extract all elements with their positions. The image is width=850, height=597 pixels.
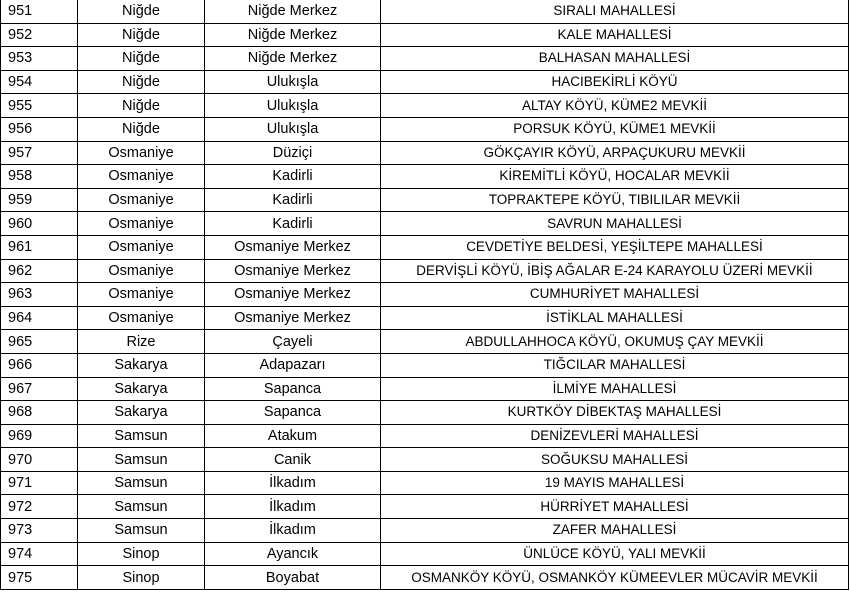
- row-number-cell: 962: [1, 259, 78, 283]
- table-row: [1, 330, 849, 354]
- location-cell: İLMİYE MAHALLESİ: [381, 377, 849, 401]
- district-cell: İlkadım: [205, 519, 381, 543]
- row-number-cell: 966: [1, 353, 78, 377]
- province-cell: Samsun: [78, 424, 205, 448]
- province-cell: Osmaniye: [78, 235, 205, 259]
- province-cell: Niğde: [78, 23, 205, 47]
- table-row: [1, 141, 849, 165]
- location-cell: KALE MAHALLESİ: [381, 23, 849, 47]
- table-row: [1, 235, 849, 259]
- district-cell: Boyabat: [205, 566, 381, 590]
- table-body: [1, 0, 849, 589]
- table-row: [1, 566, 849, 590]
- table-row: [1, 542, 849, 566]
- district-cell: Sapanca: [205, 401, 381, 425]
- location-cell: SOĞUKSU MAHALLESİ: [381, 448, 849, 472]
- district-cell: Osmaniye Merkez: [205, 259, 381, 283]
- row-number-cell: 963: [1, 283, 78, 307]
- row-number-cell: 972: [1, 495, 78, 519]
- row-number-cell: 951: [1, 0, 78, 23]
- province-cell: Osmaniye: [78, 212, 205, 236]
- location-cell: HACIBEKİRLİ KÖYÜ: [381, 70, 849, 94]
- table-row: [1, 519, 849, 543]
- district-cell: Canik: [205, 448, 381, 472]
- province-cell: Sakarya: [78, 353, 205, 377]
- row-number-cell: 956: [1, 117, 78, 141]
- location-cell: OSMANKÖY KÖYÜ, OSMANKÖY KÜMEEVLER MÜCAVİR MEVKİİ: [381, 566, 849, 590]
- location-cell: HÜRRİYET MAHALLESİ: [381, 495, 849, 519]
- row-number-cell: 960: [1, 212, 78, 236]
- row-number-cell: 971: [1, 471, 78, 495]
- row-number-cell: 958: [1, 165, 78, 189]
- table-row: [1, 0, 849, 23]
- district-cell: Çayeli: [205, 330, 381, 354]
- location-cell: CUMHURİYET MAHALLESİ: [381, 283, 849, 307]
- province-cell: Samsun: [78, 448, 205, 472]
- table-row: [1, 306, 849, 330]
- location-cell: KİREMİTLİ KÖYÜ, HOCALAR MEVKİİ: [381, 165, 849, 189]
- table-row: [1, 401, 849, 425]
- row-number-cell: 953: [1, 47, 78, 71]
- location-cell: TIĞCILAR MAHALLESİ: [381, 353, 849, 377]
- province-cell: Samsun: [78, 471, 205, 495]
- province-cell: Niğde: [78, 117, 205, 141]
- district-cell: Düziçi: [205, 141, 381, 165]
- row-number-cell: 974: [1, 542, 78, 566]
- province-cell: Samsun: [78, 519, 205, 543]
- district-cell: Osmaniye Merkez: [205, 235, 381, 259]
- table-row: [1, 283, 849, 307]
- district-cell: Sapanca: [205, 377, 381, 401]
- row-number-cell: 959: [1, 188, 78, 212]
- table-row: [1, 259, 849, 283]
- location-cell: DERVİŞLİ KÖYÜ, İBİŞ AĞALAR E-24 KARAYOLU ÜZERİ MEVKİİ: [381, 259, 849, 283]
- row-number-cell: 973: [1, 519, 78, 543]
- location-cell: ALTAY KÖYÜ, KÜME2 MEVKİİ: [381, 94, 849, 118]
- province-cell: Niğde: [78, 70, 205, 94]
- location-cell: DENİZEVLERİ MAHALLESİ: [381, 424, 849, 448]
- district-cell: Adapazarı: [205, 353, 381, 377]
- province-cell: Niğde: [78, 94, 205, 118]
- location-cell: BALHASAN MAHALLESİ: [381, 47, 849, 71]
- table-row: [1, 424, 849, 448]
- table-row: [1, 448, 849, 472]
- district-cell: Atakum: [205, 424, 381, 448]
- row-number-cell: 970: [1, 448, 78, 472]
- district-cell: Kadirli: [205, 165, 381, 189]
- table-row: [1, 165, 849, 189]
- province-cell: Rize: [78, 330, 205, 354]
- district-cell: Ulukışla: [205, 94, 381, 118]
- district-cell: Niğde Merkez: [205, 0, 381, 23]
- row-number-cell: 969: [1, 424, 78, 448]
- province-cell: Niğde: [78, 47, 205, 71]
- province-cell: Sinop: [78, 566, 205, 590]
- district-cell: Ayancık: [205, 542, 381, 566]
- province-cell: Osmaniye: [78, 283, 205, 307]
- table-row: [1, 70, 849, 94]
- location-cell: TOPRAKTEPE KÖYÜ, TIBILILAR MEVKİİ: [381, 188, 849, 212]
- province-cell: Osmaniye: [78, 141, 205, 165]
- table-row: [1, 23, 849, 47]
- province-cell: Niğde: [78, 0, 205, 23]
- row-number-cell: 955: [1, 94, 78, 118]
- table-row: [1, 495, 849, 519]
- row-number-cell: 961: [1, 235, 78, 259]
- district-cell: Kadirli: [205, 212, 381, 236]
- province-cell: Samsun: [78, 495, 205, 519]
- location-cell: SAVRUN MAHALLESİ: [381, 212, 849, 236]
- table-row: [1, 188, 849, 212]
- row-number-cell: 965: [1, 330, 78, 354]
- district-cell: Niğde Merkez: [205, 47, 381, 71]
- table-row: [1, 471, 849, 495]
- location-cell: ABDULLAHHOCA KÖYÜ, OKUMUŞ ÇAY MEVKİİ: [381, 330, 849, 354]
- district-cell: İlkadım: [205, 495, 381, 519]
- table-row: [1, 353, 849, 377]
- province-cell: Osmaniye: [78, 306, 205, 330]
- location-cell: KURTKÖY DİBEKTAŞ MAHALLESİ: [381, 401, 849, 425]
- province-cell: Sakarya: [78, 377, 205, 401]
- row-number-cell: 957: [1, 141, 78, 165]
- row-number-cell: 975: [1, 566, 78, 590]
- location-cell: İSTİKLAL MAHALLESİ: [381, 306, 849, 330]
- row-number-cell: 952: [1, 23, 78, 47]
- district-cell: Osmaniye Merkez: [205, 283, 381, 307]
- location-cell: SIRALI MAHALLESİ: [381, 0, 849, 23]
- province-cell: Osmaniye: [78, 259, 205, 283]
- location-cell: ÜNLÜCE KÖYÜ, YALI MEVKİİ: [381, 542, 849, 566]
- district-cell: İlkadım: [205, 471, 381, 495]
- table-row: [1, 117, 849, 141]
- table-row: [1, 94, 849, 118]
- district-cell: Niğde Merkez: [205, 23, 381, 47]
- table-row: [1, 47, 849, 71]
- province-cell: Sinop: [78, 542, 205, 566]
- table-row: [1, 377, 849, 401]
- location-cell: GÖKÇAYIR KÖYÜ, ARPAÇUKURU MEVKİİ: [381, 141, 849, 165]
- row-number-cell: 968: [1, 401, 78, 425]
- province-cell: Sakarya: [78, 401, 205, 425]
- district-cell: Ulukışla: [205, 117, 381, 141]
- district-cell: Osmaniye Merkez: [205, 306, 381, 330]
- table-row: [1, 212, 849, 236]
- location-cell: ZAFER MAHALLESİ: [381, 519, 849, 543]
- location-cell: PORSUK KÖYÜ, KÜME1 MEVKİİ: [381, 117, 849, 141]
- province-cell: Osmaniye: [78, 188, 205, 212]
- location-cell: CEVDETİYE BELDESİ, YEŞİLTEPE MAHALLESİ: [381, 235, 849, 259]
- row-number-cell: 964: [1, 306, 78, 330]
- district-cell: Ulukışla: [205, 70, 381, 94]
- province-cell: Osmaniye: [78, 165, 205, 189]
- row-number-cell: 967: [1, 377, 78, 401]
- district-cell: Kadirli: [205, 188, 381, 212]
- location-cell: 19 MAYIS MAHALLESİ: [381, 471, 849, 495]
- row-number-cell: 954: [1, 70, 78, 94]
